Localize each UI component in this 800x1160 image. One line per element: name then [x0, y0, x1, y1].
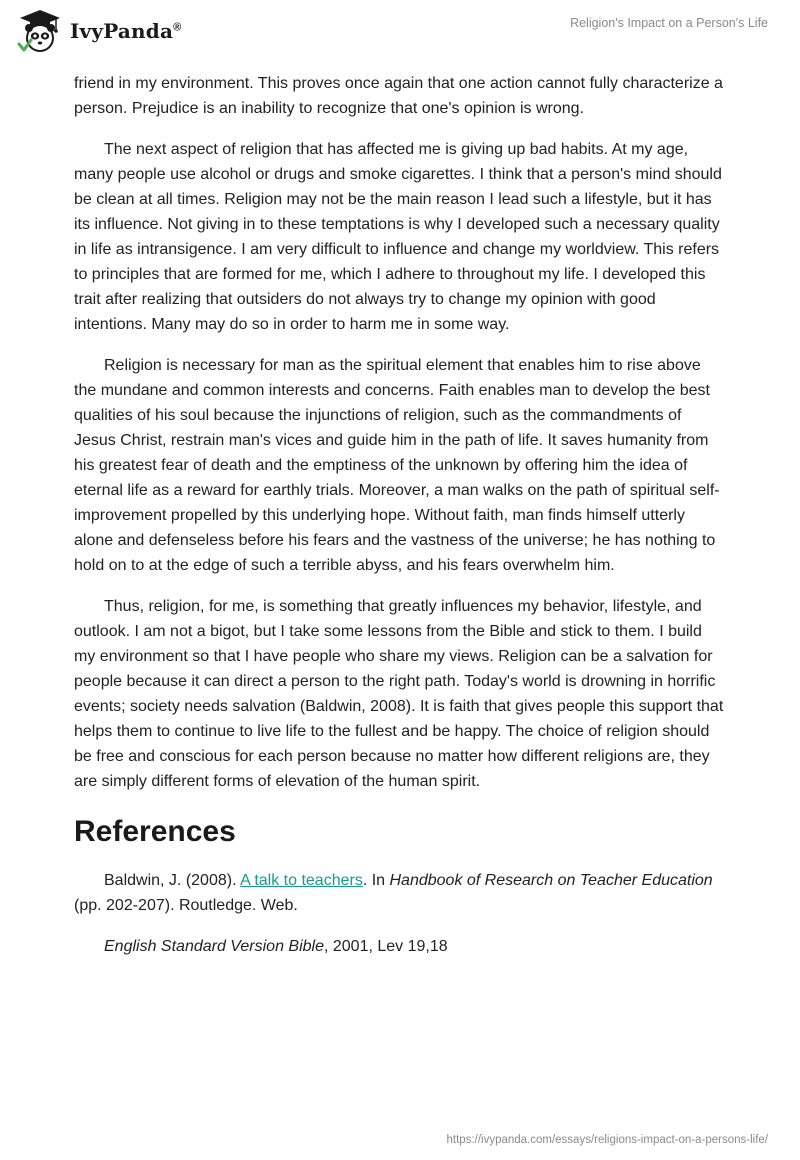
logo-text: IvyPanda® — [70, 19, 182, 43]
paragraph-continued: friend in my environment. This proves once again that one action cannot fully characterize a person. Prejudice is an inability to recognize that one's opinion is wrong. — [74, 75, 723, 117]
reference-author: Baldwin, J. (2008). — [104, 872, 241, 889]
paragraph-spiritual-element: Religion is necessary for man as the spiritual element that enables him to rise above the mundane and common interests and concerns. Faith enables man to develop the best qualities of his soul because the injunctions of religion, such as the commandments of Jesus Christ, restrain man's vices and guide him in the path of life. It saves humanity from his greatest fear of death and the emptiness of the unknown by offering him the idea of eternal life as a reward for earthly trials. Moreover, a man walks on the path of spiritual self-improvement propelled by this underlying hope. Without faith, man finds himself utterly alone and defenseless before his fears and the vastness of the universe; he has nothing to hold on to at the edge of such a terrible abyss, and his fears overwhelm him. — [74, 357, 720, 574]
paragraph-conclusion: Thus, religion, for me, is something that greatly influences my behavior, lifestyle, and outlook. I am not a bigot, but I take some lessons from the Bible and stick to them. I build my environment so that I have people who share my views. Religion can be a salvation for people because it can direct a person to the right path. Today's world is drowning in horrific events; society needs salvation (Baldwin, 2008). It is faith that gives people this support that helps them to continue to live life to the fullest and be happy. The choice of religion should be free and conscious for each person because no matter how different religions are, they are simply different forms of elevation of the human spirit. — [74, 598, 724, 790]
reference-link[interactable]: A talk to teachers — [240, 872, 363, 889]
panda-logo-icon — [16, 8, 64, 54]
footer-url[interactable]: https://ivypanda.com/essays/religions-impact-on-a-persons-life/ — [446, 1134, 768, 1146]
references-heading: References — [74, 815, 236, 848]
logo[interactable] — [16, 8, 181, 54]
reference-bible-details: , 2001, Lev 19,18 — [323, 938, 448, 955]
reference-details: (pp. 202-207). Routledge. Web. — [74, 897, 298, 914]
reference-bible — [74, 934, 726, 959]
reference-source-title: Handbook of Research on Teacher Education — [389, 872, 713, 889]
reference-baldwin — [74, 868, 726, 918]
reference-bible-title: English Standard Version Bible — [104, 938, 324, 955]
essay-content — [74, 71, 726, 975]
paragraph-bad-habits: The next aspect of religion that has affected me is giving up bad habits. At my age, many people use alcohol or drugs and smoke cigarettes. I think that a person's mind should be clean at all times. Religion may not be the main reason I lead such a lifestyle, but it has its influence. Not giving in to these temptations is why I developed such a necessary quality in life as intransigence. I am very difficult to influence and change my worldview. This refers to principles that are formed for me, which I adhere to throughout my life. I developed this trait after realizing that outsiders do not always try to change my opinion with good intentions. Many may do so in order to harm me in some way. — [74, 141, 722, 333]
page-header — [0, 0, 800, 64]
document-title: Religion's Impact on a Person's Life — [570, 16, 768, 30]
reference-connector: . In — [362, 872, 390, 889]
